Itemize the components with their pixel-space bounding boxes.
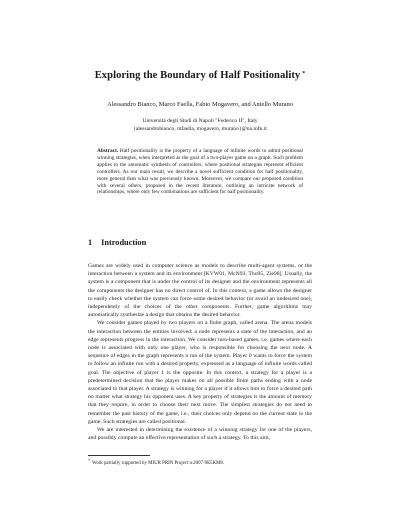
- body-paragraph: We are interested in determining the existence of a winning strategy for one of the players, and possibly compute an effective representation of such a strategy. To this aim,: [88, 427, 312, 442]
- section-heading: [88, 238, 146, 247]
- author-list: Alessandro Bianco, Marco Faella, Fabio Mogavero, and Aniello Murano: [107, 101, 293, 108]
- abstract-text: Half positionality is the property of a language of infinite words to admit positional winning strategies, when interpreted as the goal of a two-player game on a graph. Such problem applies to the automatic synthesis of controllers, where positional strategies represent efficient controllers. As our main result, we describe a novel sufficient condition for half positionality, more general than what was previously known. Moreover, we compare our proposed condition with several others, proposed in the recent literature, outlining an intricate network of relationships, where only few combinations are sufficient for half positionality.: [97, 148, 303, 196]
- footnote: [88, 458, 312, 466]
- abstract: [97, 148, 303, 196]
- body-paragraph: We consider games played by two players on a finite graph, called arena. The arena models the interaction between the entities involved: a node represents a state of the interaction, and an edge represents progress in the interaction. We consider turn-based games, i.e. games where each node is associated with only one player, who is responsible for choosing the next node. A sequence of edges in the graph represents a run of the system. Player 0 wants to force the system to follow an infinite run with a desired property, expressed as a language of infinite words called goal. The objective of player 1 is the opposite. In this context, a strategy for a player is a predetermined decision that the player makes on all possible finite paths ending with a node associated to that player. A strategy is winning for a player if it allows him to force a desired path no matter what strategy his opponent uses. A key property of strategies is the amount of memory that they require, in order to choose their next move. The simplest strategies do not need to remember the past history of the game, i.e., their choices only depend on the current state in the game. Such strategies are called positional.: [88, 320, 312, 425]
- section-title: Introduction: [101, 238, 147, 247]
- footnote-mark: *: [88, 458, 90, 463]
- affiliation: [0, 117, 400, 134]
- footnote-text: Work partially supported by MIUR PRIN Project n.2007-9E5KM8.: [92, 461, 225, 466]
- title-text: Exploring the Boundary of Half Positionality: [94, 70, 301, 81]
- paper-title: [0, 70, 400, 81]
- body-paragraph: Games are widely used in computer science as models to describe multi-agent systems, or the interaction between a system and its environment [KVW01, McN93, Tho95, Zie98]. Usually, the system is a component that is under the control of its designer and the environment represents all the components the designer has no direct control of. In this context, a game allows the designer to easily check whether the system can force some desired behavior (or avoid an undesired one), independently of the choices of the other components. Further, game algorithms may automatically synthesize a design that obtains the desired behavior.: [88, 263, 312, 319]
- affiliation-institution: Università degli Studi di Napoli "Federico II", Italy: [142, 118, 258, 124]
- section-number: 1: [88, 238, 93, 247]
- abstract-label: Abstract.: [97, 148, 119, 154]
- body-text: [88, 262, 312, 442]
- title-footnote-mark: *: [302, 71, 306, 77]
- affiliation-emails: {alessandrobianco, mfaella, mogavero, murano}@na.infn.it: [133, 126, 267, 133]
- footnote-divider: [88, 455, 150, 456]
